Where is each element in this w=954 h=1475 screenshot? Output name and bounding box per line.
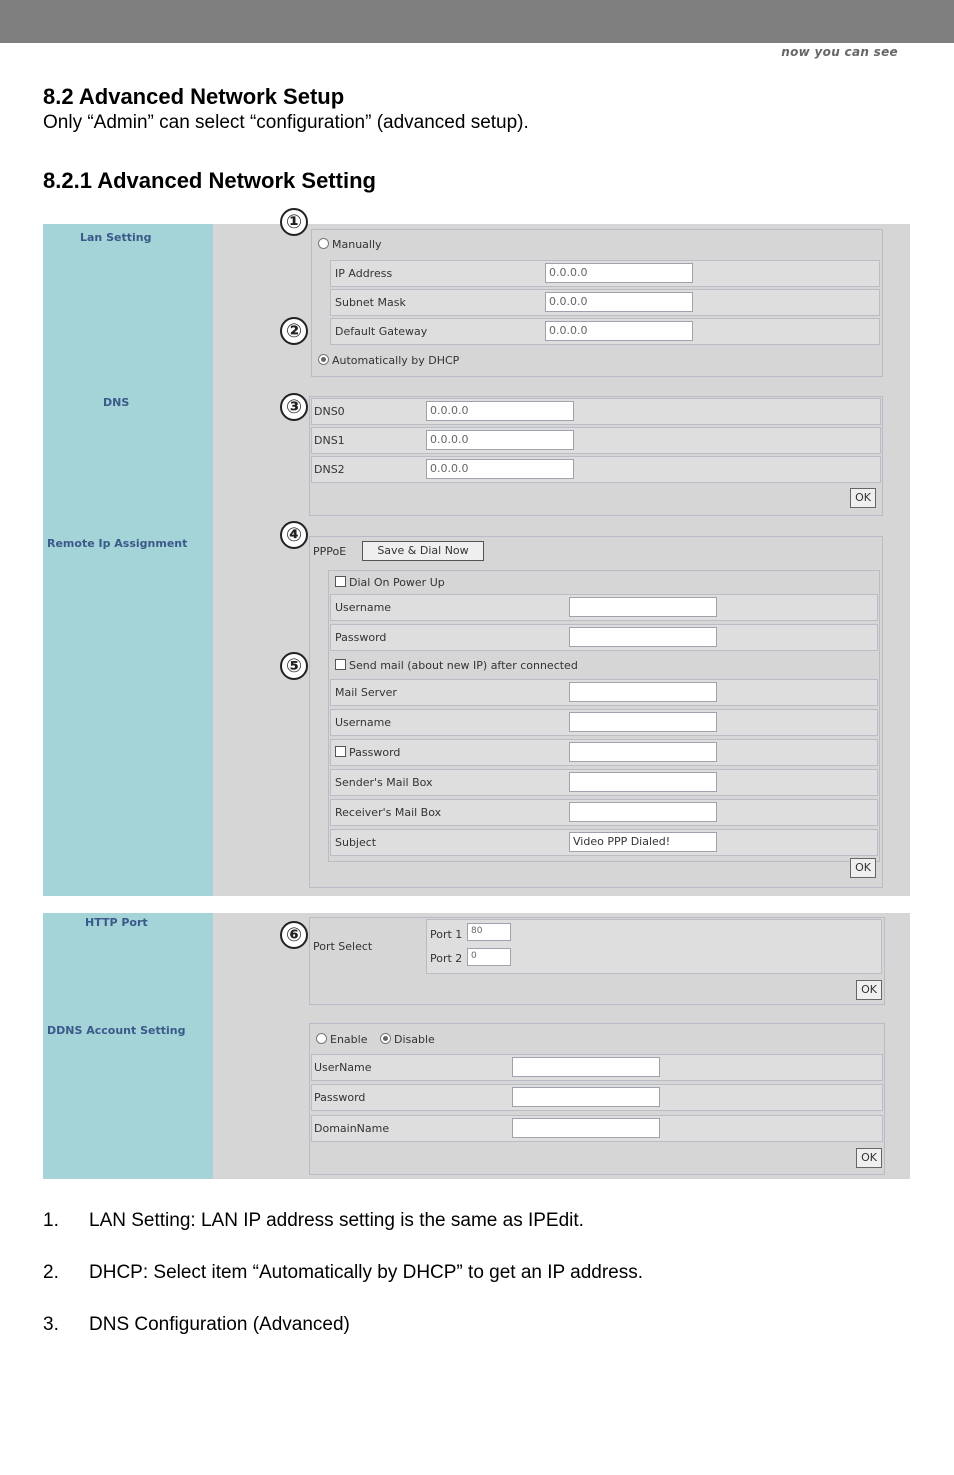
list-item-number: 3. (43, 1314, 59, 1335)
dial-on-power-option[interactable] (335, 576, 445, 589)
mail-password-checkbox[interactable] (335, 746, 346, 757)
ddns-group (309, 1023, 885, 1175)
ddns-enable-label: Enable (330, 1033, 368, 1046)
ddns-password-row (311, 1084, 883, 1111)
pppoe-password-input[interactable] (569, 627, 717, 647)
dial-on-power-label: Dial On Power Up (349, 576, 445, 589)
port-select-label: Port Select (313, 940, 373, 953)
ddns-password-label: Password (314, 1091, 366, 1104)
sender-mailbox-label: Sender's Mail Box (335, 776, 433, 789)
pppoe-ok-button[interactable]: OK (850, 858, 876, 878)
dhcp-option[interactable] (318, 354, 459, 367)
port1-input[interactable]: 80 (467, 923, 511, 941)
lan-group (311, 229, 883, 377)
settings-sidebar-lower (43, 913, 213, 1179)
subnet-mask-input[interactable]: 0.0.0.0 (545, 292, 693, 312)
manual-radio[interactable] (318, 238, 329, 249)
send-mail-option[interactable] (335, 659, 578, 672)
save-dial-button[interactable]: Save & Dial Now (362, 541, 484, 561)
pppoe-username-row (330, 594, 878, 621)
subject-row (330, 829, 878, 856)
pppoe-label: PPPoE (313, 545, 347, 558)
ddns-enable-option[interactable] (316, 1033, 367, 1046)
mail-server-label: Mail Server (335, 686, 397, 699)
list-item-text: DHCP: Select item “Automatically by DHCP” to get an IP address. (89, 1262, 644, 1283)
subject-label: Subject (335, 836, 377, 849)
dns2-input[interactable]: 0.0.0.0 (426, 459, 574, 479)
mail-username-label: Username (335, 716, 392, 729)
http-port-group (309, 917, 885, 1005)
dns2-label: DNS2 (314, 463, 345, 476)
mail-password-option[interactable] (335, 746, 400, 759)
pppoe-group (309, 536, 883, 888)
mail-username-input[interactable] (569, 712, 717, 732)
section-intro: Only “Admin” can select “configuration” (advanced setup). (43, 112, 529, 133)
callout-3: ③ (280, 393, 308, 421)
dns-group (309, 396, 883, 516)
pppoe-password-label: Password (335, 631, 387, 644)
port-inputs-row (426, 919, 882, 974)
list-item-number: 1. (43, 1210, 59, 1231)
dns1-row (311, 427, 881, 454)
receiver-mailbox-label: Receiver's Mail Box (335, 806, 442, 819)
port-ddns-screenshot (43, 913, 910, 1179)
callout-1: ① (280, 208, 308, 236)
gateway-input[interactable]: 0.0.0.0 (545, 321, 693, 341)
ddns-username-row (311, 1054, 883, 1081)
dns1-input[interactable]: 0.0.0.0 (426, 430, 574, 450)
mail-server-row (330, 679, 878, 706)
ddns-username-input[interactable] (512, 1057, 660, 1077)
callout-4: ④ (280, 521, 308, 549)
ddns-password-input[interactable] (512, 1087, 660, 1107)
dns2-row (311, 456, 881, 483)
mail-password-row (330, 739, 878, 766)
header-bar (0, 0, 954, 43)
pppoe-username-input[interactable] (569, 597, 717, 617)
mail-username-row (330, 709, 878, 736)
ddns-disable-label: Disable (394, 1033, 435, 1046)
ddns-disable-option[interactable] (380, 1033, 435, 1046)
receiver-mailbox-input[interactable] (569, 802, 717, 822)
port2-label: Port 2 (430, 952, 463, 965)
ddns-disable-radio[interactable] (380, 1033, 391, 1044)
mail-password-input[interactable] (569, 742, 717, 762)
callout-5: ⑤ (280, 652, 308, 680)
settings-sidebar (43, 224, 213, 896)
dhcp-label: Automatically by DHCP (332, 354, 460, 367)
dns1-label: DNS1 (314, 434, 345, 447)
pppoe-password-row (330, 624, 878, 651)
ddns-domain-label: DomainName (314, 1122, 390, 1135)
sidebar-dns: DNS (103, 396, 130, 409)
ddns-ok-button[interactable]: OK (856, 1148, 882, 1168)
port1-label: Port 1 (430, 928, 463, 941)
list-item-number: 2. (43, 1262, 59, 1283)
http-ok-button[interactable]: OK (856, 980, 882, 1000)
subject-input[interactable]: Video PPP Dialed! (569, 832, 717, 852)
ddns-username-label: UserName (314, 1061, 372, 1074)
brand-tagline: now you can see (781, 45, 898, 59)
gateway-label: Default Gateway (335, 325, 428, 338)
dial-on-power-checkbox[interactable] (335, 576, 346, 587)
manual-label: Manually (332, 238, 382, 251)
section-title: 8.2 Advanced Network Setup (43, 84, 345, 109)
network-settings-screenshot (43, 224, 910, 896)
dns0-label: DNS0 (314, 405, 345, 418)
mail-server-input[interactable] (569, 682, 717, 702)
subnet-mask-label: Subnet Mask (335, 296, 406, 309)
gateway-row (330, 318, 880, 345)
manual-option[interactable] (318, 238, 382, 251)
sender-mailbox-input[interactable] (569, 772, 717, 792)
ddns-enable-radio[interactable] (316, 1033, 327, 1044)
port2-input[interactable]: 0 (467, 948, 511, 966)
receiver-mailbox-row (330, 799, 878, 826)
sidebar-lan-setting: Lan Setting (80, 231, 152, 244)
list-item-text: LAN Setting: LAN IP address setting is the same as IPEdit. (89, 1210, 584, 1231)
subsection-title: 8.2.1 Advanced Network Setting (43, 168, 376, 193)
ip-address-input[interactable]: 0.0.0.0 (545, 263, 693, 283)
subnet-mask-row (330, 289, 880, 316)
sidebar-http-port: HTTP Port (85, 916, 148, 929)
ip-address-label: IP Address (335, 267, 393, 280)
ddns-domain-input[interactable] (512, 1118, 660, 1138)
sidebar-remote-ip: Remote Ip Assignment (47, 537, 188, 550)
dns0-input[interactable]: 0.0.0.0 (426, 401, 574, 421)
pppoe-username-label: Username (335, 601, 392, 614)
mail-password-label: Password (349, 746, 401, 759)
send-mail-checkbox[interactable] (335, 659, 346, 670)
sender-mailbox-row (330, 769, 878, 796)
callout-2: ② (280, 317, 308, 345)
list-item-text: DNS Configuration (Advanced) (89, 1314, 350, 1335)
ddns-domain-row (311, 1115, 883, 1142)
dns-ok-button[interactable]: OK (850, 488, 876, 508)
dns0-row (311, 398, 881, 425)
send-mail-label: Send mail (about new IP) after connected (349, 659, 578, 672)
pppoe-inner (328, 570, 880, 862)
dhcp-radio[interactable] (318, 354, 329, 365)
callout-6: ⑥ (280, 921, 308, 949)
sidebar-ddns: DDNS Account Setting (47, 1024, 186, 1037)
ip-address-row (330, 260, 880, 287)
